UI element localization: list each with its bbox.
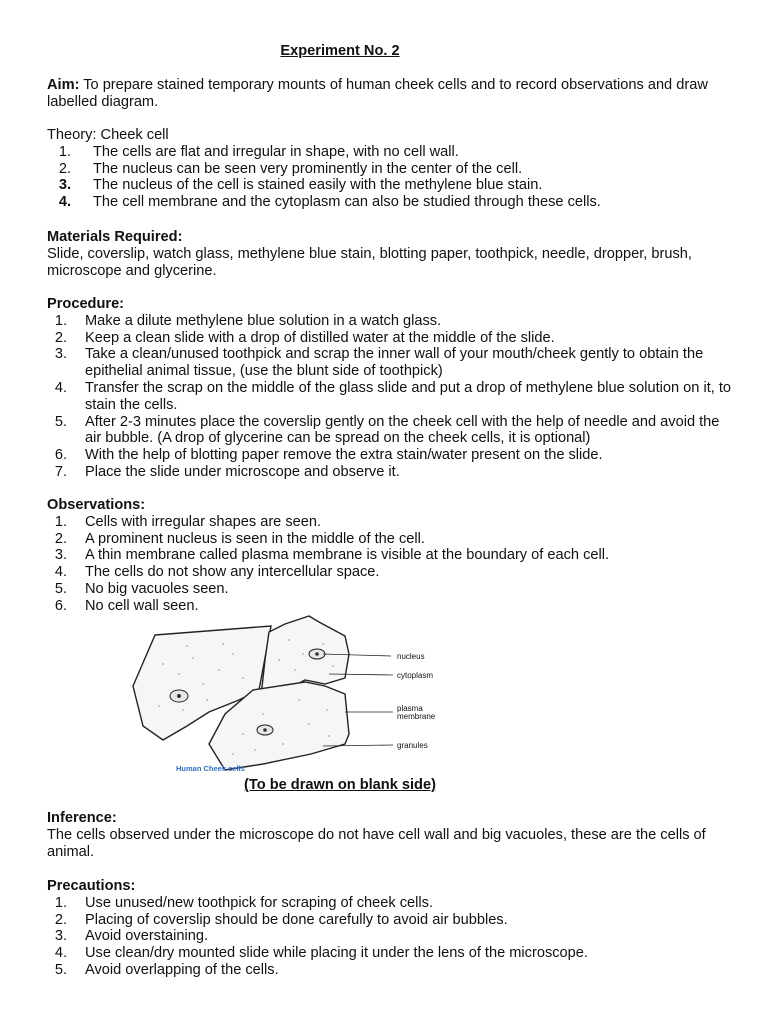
theory-list: [47, 144, 732, 211]
label-plasma: plasma: [397, 704, 423, 713]
list-item: 1. Make a dilute methylene blue solution in a watch glass.: [54, 312, 442, 329]
list-item: 3. Take a clean/unused toothpick and scrap the inner wall of your mouth/cheek gently to obtain the epithelial animal tissue, (use the blunt side of toothpick): [54, 346, 704, 380]
aim-text: To prepare stained temporary mounts of human cheek cells and to record observations and draw labelled diagram.: [47, 77, 708, 110]
procedure-heading: Procedure:: [47, 296, 125, 312]
list-item: 6. With the help of blotting paper remove the extra stain/water present on the slide.: [54, 447, 603, 464]
label-cytoplasm: cytoplasm: [397, 671, 434, 680]
list-item: 4. The cell membrane and the cytoplasm can also be studied through these cells.: [58, 194, 601, 211]
list-item: 4. The cells do not show any intercellular space.: [54, 564, 380, 581]
inference-section: [47, 810, 732, 860]
observations-heading: Observations:: [47, 497, 146, 513]
materials-heading: Materials Required:: [47, 229, 183, 245]
list-item: 3. A thin membrane called plasma membrane is visible at the boundary of each cell.: [54, 547, 610, 564]
inference-text: The cells observed under the microscope do not have cell wall and big vacuoles, these are the cells of animal.: [47, 826, 706, 860]
label-membrane: membrane: [397, 712, 436, 721]
observations-section: [47, 497, 732, 615]
diagram-inner-caption: Human Cheek cells: [176, 764, 245, 773]
label-nucleus: nucleus: [397, 652, 425, 661]
list-item: 4. Transfer the scrap on the middle of the glass slide and put a drop of methylene blue solution on it, to stain the cells.: [54, 379, 732, 413]
aim-label: Aim:: [47, 77, 80, 93]
list-item: 5. Avoid overlapping of the cells.: [54, 961, 279, 978]
list-item: 2. Keep a clean slide with a drop of distilled water at the middle of the slide.: [54, 329, 555, 346]
procedure-section: [47, 296, 732, 481]
list-item: 1. The cells are flat and irregular in shape, with no cell wall.: [58, 143, 459, 160]
observations-list: [47, 514, 732, 615]
list-item: 5. After 2-3 minutes place the coverslip gently on the cheek cell with the help of needle and avoid the air bubble. (A drop of glycerine can be spread on the cheek cells, it is optional): [54, 413, 720, 447]
list-item: 4. Use clean/dry mounted slide while placing it under the lens of the microscope.: [54, 945, 588, 962]
cheek-cells-diagram: [123, 614, 461, 776]
precautions-list: [47, 895, 732, 979]
precautions-heading: Precautions:: [47, 878, 136, 894]
inference-heading: Inference:: [47, 810, 117, 826]
list-item: 5. No big vacuoles seen.: [54, 580, 229, 597]
list-item: 2. A prominent nucleus is seen in the middle of the cell.: [54, 530, 425, 547]
list-item: 1. Cells with irregular shapes are seen.: [54, 513, 322, 530]
list-item: 2. The nucleus can be seen very prominently in the center of the cell.: [58, 160, 523, 177]
label-granules: granules: [397, 741, 428, 750]
materials-section: [47, 229, 732, 279]
experiment-title: Experiment No. 2: [280, 43, 400, 59]
list-item: 3. The nucleus of the cell is stained easily with the methylene blue stain.: [58, 177, 543, 194]
theory-section: [47, 127, 732, 211]
materials-text: Slide, coverslip, watch glass, methylene blue stain, blotting paper, toothpick, needle, dropper, brush, microscope and glycerine.: [47, 245, 692, 279]
precautions-section: [47, 878, 732, 979]
diagram-caption: (To be drawn on blank side): [244, 777, 436, 793]
list-item: 1. Use unused/new toothpick for scraping of cheek cells.: [54, 894, 434, 911]
list-item: 3. Avoid overstaining.: [54, 928, 209, 945]
list-item: 2. Placing of coverslip should be done carefully to avoid air bubbles.: [54, 911, 508, 928]
list-item: 6. No cell wall seen.: [54, 597, 199, 614]
list-item: 7. Place the slide under microscope and observe it.: [54, 463, 400, 480]
procedure-list: [47, 313, 732, 481]
aim-section: [47, 77, 732, 111]
theory-heading: Theory: Cheek cell: [47, 127, 169, 143]
